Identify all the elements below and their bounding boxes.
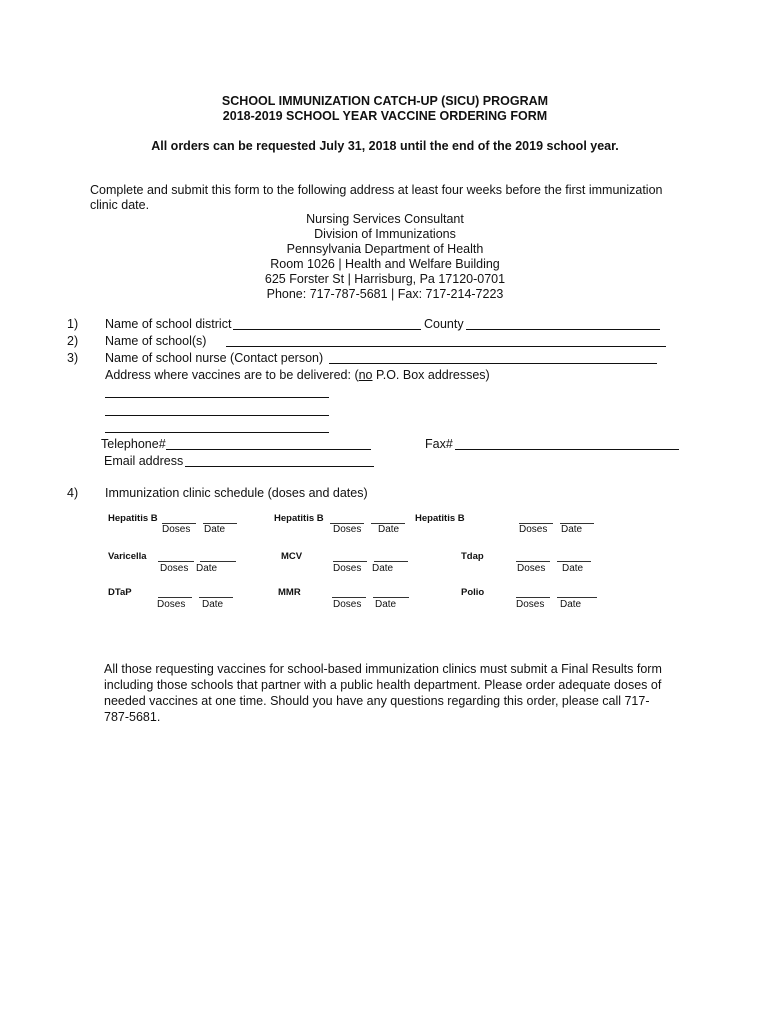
vaccine-label: Hepatitis B [415, 513, 465, 524]
date-field[interactable] [374, 561, 408, 562]
vaccine-label: Hepatitis B [108, 513, 158, 524]
delivery-address-line-1[interactable] [105, 397, 329, 398]
email-field[interactable] [185, 466, 374, 467]
doses-caption: Doses [160, 563, 189, 574]
date-caption: Date [560, 599, 582, 610]
date-field[interactable] [557, 597, 597, 598]
doses-caption: Doses [517, 563, 546, 574]
county-label: County [424, 317, 464, 331]
date-caption: Date [375, 599, 397, 610]
schools-label: Name of school(s) [105, 334, 207, 348]
vaccine-label: DTaP [108, 587, 132, 598]
doses-field[interactable] [333, 561, 367, 562]
doses-field[interactable] [516, 561, 550, 562]
schedule-label: Immunization clinic schedule (doses and dates) [105, 486, 368, 500]
vaccine-label: Hepatitis B [274, 513, 324, 524]
date-caption: Date [562, 563, 584, 574]
address-line2: Division of Immunizations [314, 227, 456, 241]
date-caption: Date [196, 563, 218, 574]
vaccine-label: Varicella [108, 551, 147, 562]
telephone-label: Telephone# [101, 437, 166, 451]
nurse-field[interactable] [329, 363, 657, 364]
delivery-address-line-2[interactable] [105, 415, 329, 416]
vaccine-label: Polio [461, 587, 485, 598]
doses-caption: Doses [157, 599, 186, 610]
doses-caption: Doses [519, 524, 548, 535]
schools-field[interactable] [226, 346, 666, 347]
date-caption: Date [378, 524, 400, 535]
date-field[interactable] [199, 597, 233, 598]
delivery-address-label: Address where vaccines are to be delivered: (no P.O. Box addresses) [105, 368, 490, 382]
fax-label: Fax# [425, 437, 453, 451]
address-line3: Pennsylvania Department of Health [286, 242, 484, 256]
fax-field[interactable] [455, 449, 679, 450]
county-field[interactable] [466, 329, 660, 330]
date-caption: Date [372, 563, 394, 574]
doses-field[interactable] [332, 597, 366, 598]
doses-caption: Doses [516, 599, 545, 610]
delivery-address-line-3[interactable] [105, 432, 329, 433]
intro-line2: clinic date. [90, 198, 150, 212]
address-line4: Room 1026 | Health and Welfare Building [270, 257, 500, 271]
vaccine-label: MMR [278, 587, 301, 598]
order-notice: All orders can be requested July 31, 2018 until the end of the 2019 school year. [151, 139, 619, 153]
nurse-label: Name of school nurse (Contact person) [105, 351, 324, 365]
vaccine-label: MCV [281, 551, 303, 562]
date-caption: Date [204, 524, 226, 535]
final-results-paragraph: All those requesting vaccines for school-based immunization clinics must submit a Final Results form including those schools that partner with a public health department. Please order adequate doses of needed vaccines at one time. Should you have any questions regarding this order, please call 717-787-5681. [104, 662, 662, 724]
date-field[interactable] [200, 561, 236, 562]
doses-field[interactable] [158, 597, 192, 598]
item-number-3: 3) [67, 351, 79, 365]
email-label: Email address [104, 454, 184, 468]
item-number-2: 2) [67, 334, 79, 348]
address-line1: Nursing Services Consultant [306, 212, 464, 226]
address-line6: Phone: 717-787-5681 | Fax: 717-214-7223 [266, 287, 504, 301]
date-caption: Date [561, 524, 583, 535]
address-line5: 625 Forster St | Harrisburg, Pa 17120-0701 [264, 272, 506, 286]
district-field[interactable] [233, 329, 421, 330]
form-title-line1: SCHOOL IMMUNIZATION CATCH-UP (SICU) PROGRAM [221, 94, 549, 108]
district-label: Name of school district [105, 317, 232, 331]
doses-caption: Doses [162, 524, 191, 535]
doses-field[interactable] [158, 561, 194, 562]
date-field[interactable] [557, 561, 591, 562]
telephone-field[interactable] [166, 449, 371, 450]
vaccine-label: Tdap [461, 551, 484, 562]
form-title-line2: 2018-2019 SCHOOL YEAR VACCINE ORDERING FORM [222, 109, 548, 123]
intro-line1: Complete and submit this form to the following address at least four weeks before the first immunization [90, 183, 663, 197]
doses-caption: Doses [333, 599, 362, 610]
item-number-1: 1) [67, 317, 79, 331]
date-caption: Date [202, 599, 224, 610]
doses-field[interactable] [516, 597, 550, 598]
doses-caption: Doses [333, 563, 362, 574]
item-number-4: 4) [67, 486, 79, 500]
date-field[interactable] [373, 597, 409, 598]
doses-caption: Doses [333, 524, 362, 535]
